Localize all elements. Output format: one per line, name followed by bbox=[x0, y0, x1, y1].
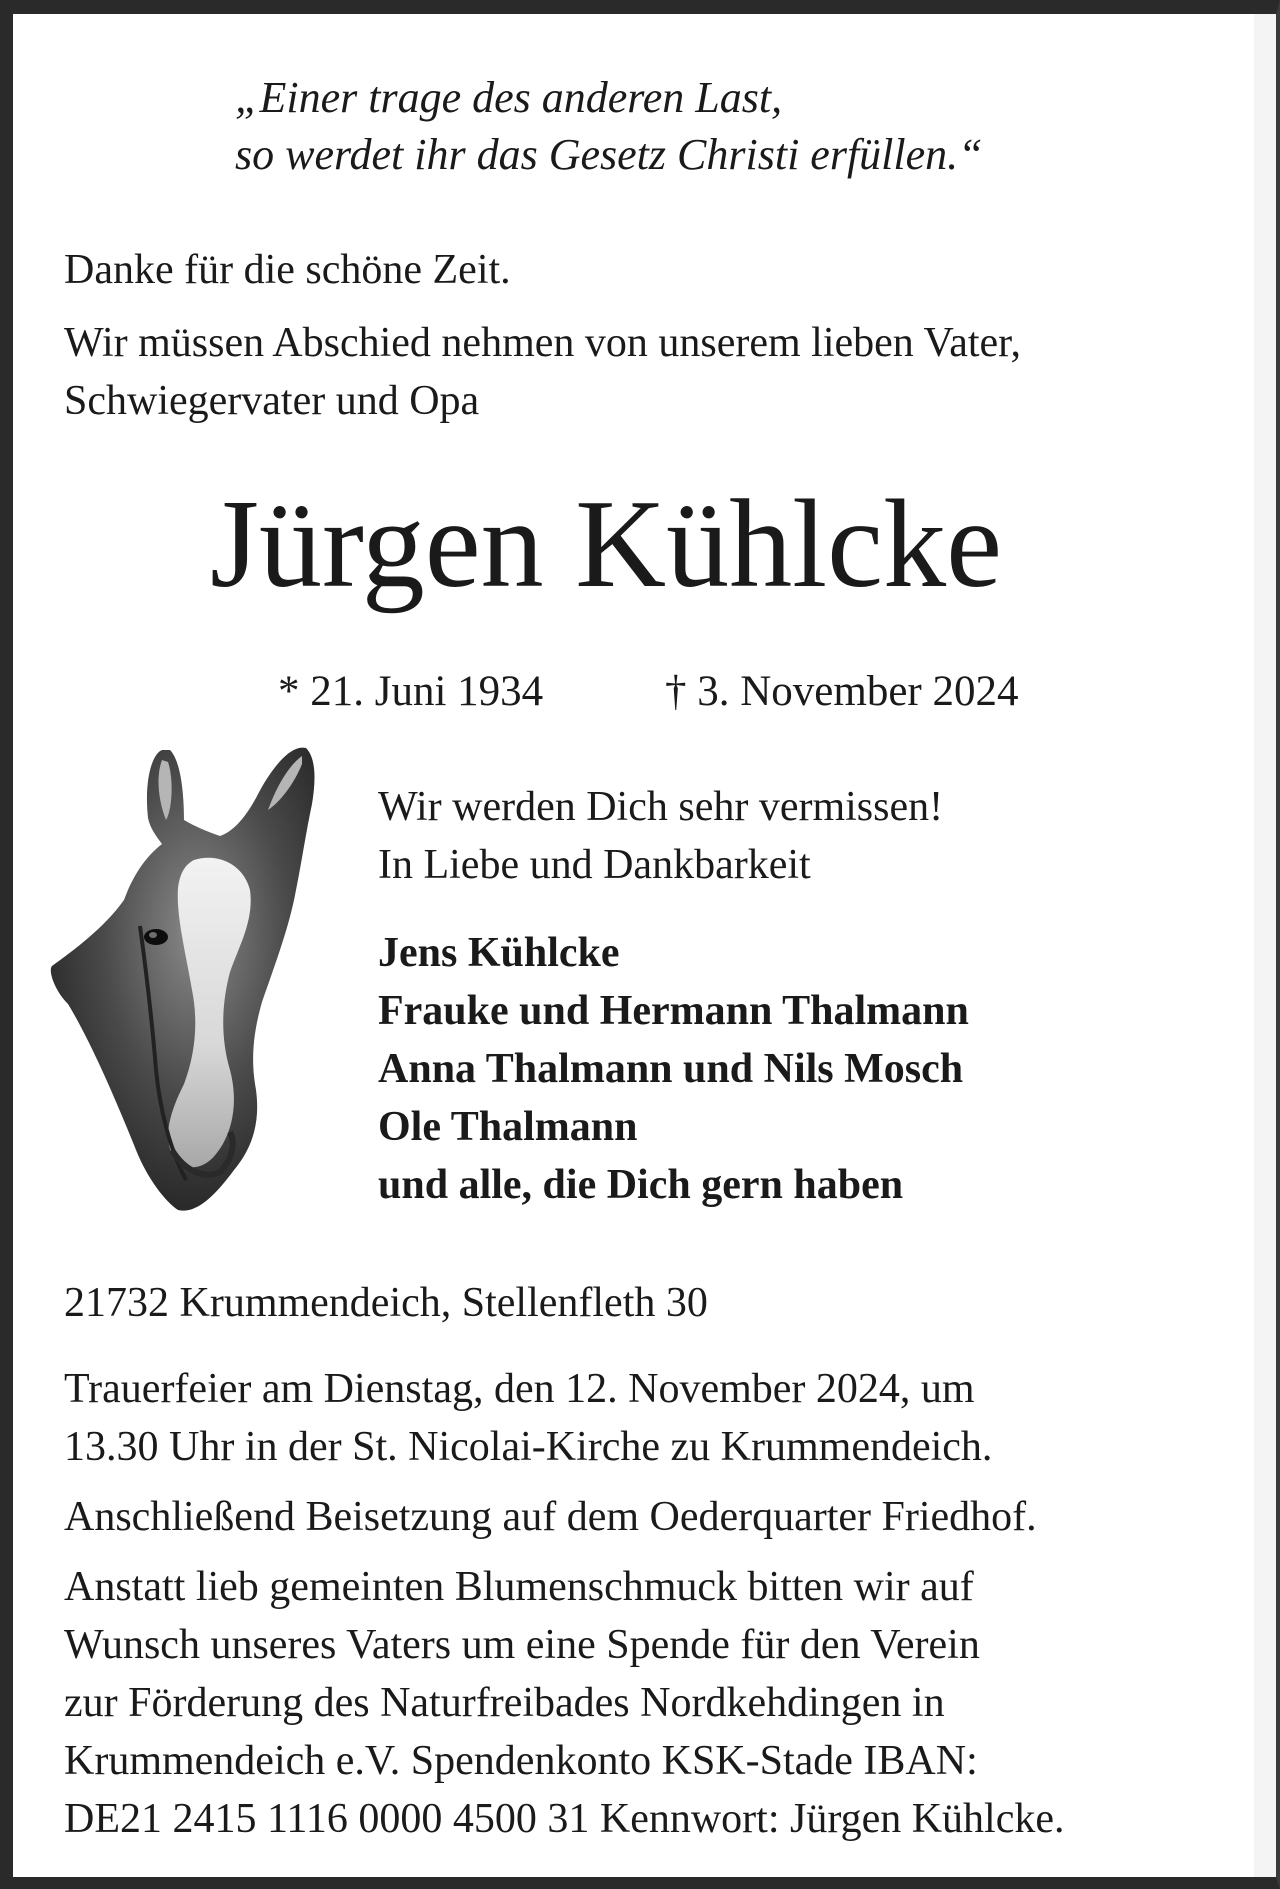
quote-line-2: so werdet ihr das Gesetz Christi erfüllen.“ bbox=[235, 130, 983, 179]
mourner-5: und alle, die Dich gern haben bbox=[378, 1162, 904, 1208]
donation-line-3: zur Förderung des Naturfreibades Nordkehdingen in bbox=[64, 1680, 945, 1726]
donation-line-4: Krummendeich e.V. Spendenkonto KSK-Stade IBAN: bbox=[64, 1738, 978, 1784]
birth-date: * 21. Juni 1934 bbox=[278, 668, 544, 715]
ceremony-line-1: Trauerfeier am Dienstag, den 12. November 2024, um bbox=[64, 1366, 975, 1412]
ceremony-line-2: 13.30 Uhr in der St. Nicolai-Kirche zu Krummendeich. bbox=[64, 1424, 993, 1470]
donation-line-5: DE21 2415 1116 0000 4500 31 Kennwort: Jürgen Kühlcke. bbox=[64, 1796, 1065, 1842]
mourner-1: Jens Kühlcke bbox=[378, 930, 620, 976]
address: 21732 Krummendeich, Stellenfleth 30 bbox=[64, 1280, 708, 1326]
burial-text: Anschließend Beisetzung auf dem Oederquarter Friedhof. bbox=[64, 1494, 1037, 1540]
message-line-2: In Liebe und Dankbarkeit bbox=[378, 842, 811, 888]
donation-line-1: Anstatt lieb gemeinten Blumenschmuck bitten wir auf bbox=[64, 1564, 974, 1610]
farewell-line-1: Wir müssen Abschied nehmen von unserem lieben Vater, bbox=[64, 320, 1021, 366]
thanks-text: Danke für die schöne Zeit. bbox=[64, 247, 511, 293]
death-date: † 3. November 2024 bbox=[665, 668, 1019, 715]
farewell-line-2: Schwiegervater und Opa bbox=[64, 378, 480, 424]
quote-line-1: „Einer trage des anderen Last, bbox=[235, 73, 783, 122]
donation-line-2: Wunsch unseres Vaters um eine Spende für den Verein bbox=[64, 1622, 980, 1668]
mourner-4: Ole Thalmann bbox=[378, 1104, 638, 1150]
deceased-name: Jürgen Kühlcke bbox=[210, 475, 1002, 614]
mourner-2: Frauke und Hermann Thalmann bbox=[378, 988, 969, 1034]
horse-head-icon bbox=[44, 740, 334, 1220]
right-margin bbox=[1254, 14, 1276, 1877]
message-line-1: Wir werden Dich sehr vermissen! bbox=[378, 784, 944, 830]
mourner-3: Anna Thalmann und Nils Mosch bbox=[378, 1046, 964, 1092]
